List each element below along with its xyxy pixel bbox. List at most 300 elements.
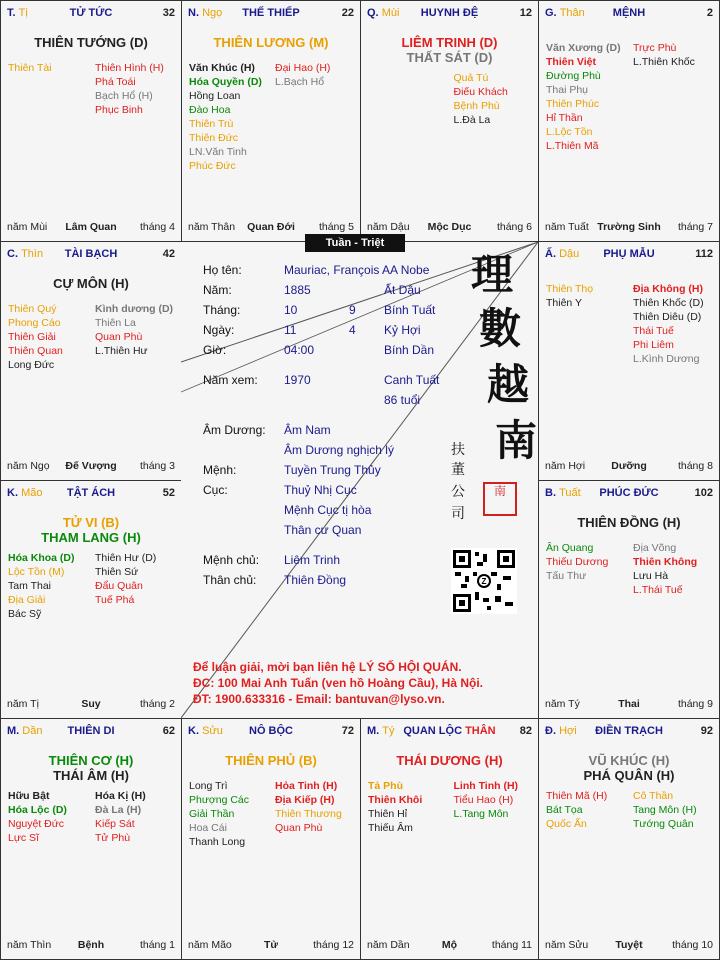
minor-star: Thiên Sứ [95,566,139,578]
gio-can-chi: Bính Dần [384,343,435,357]
minor-star: Thiên Không [633,556,698,568]
palace-footer [545,221,713,235]
minor-star: Phá Toái [95,76,136,88]
minor-star: Thiên Thọ [546,283,594,295]
palace-mui[interactable] [360,0,539,242]
main-star: THẤT SÁT (D) [406,50,493,65]
minor-star: Quan Phù [95,331,143,343]
palace-header [545,7,713,21]
minor-stars-right [633,541,697,597]
palace-chi: Thìn [21,248,44,260]
minor-star: Tử Phù [95,832,131,844]
minor-star: Long Đức [8,359,55,371]
palace-month: tháng 12 [313,939,354,951]
palace-header [7,725,175,739]
minor-star: Kình dương (D) [95,303,174,315]
minor-star: Hóa Quyền (D) [189,76,262,88]
palace-age: 22 [341,7,354,19]
palace-age: 12 [519,7,532,19]
palace-house: TÀI BẠCH [64,248,118,260]
palace-footer [188,939,354,953]
palace-house-name [545,7,713,19]
nam-value: 1885 [284,283,311,297]
minor-stars-right [275,61,330,89]
main-star: TỬ VI (B) [62,515,120,530]
minor-star: Hoa Cái [189,822,227,834]
nam-xem-can-chi: Canh Tuất [384,373,440,387]
palace-header [7,487,175,501]
minor-star: Hóa Kị (H) [95,790,146,802]
palace-footer [7,460,175,474]
minor-stars-left [546,282,593,310]
minor-star: L.Tang Môn [453,808,509,820]
svg-text:Z: Z [481,577,487,586]
palace-house-name [7,7,175,19]
menh-label: Mệnh: [203,463,237,477]
palace-age: 72 [341,725,354,737]
minor-star: Bác Sỹ [8,608,42,620]
cuc-value: Thuỷ Nhị Cục [284,483,357,497]
palace-ty[interactable] [360,718,539,960]
ngay-value: 11 [284,323,297,337]
am-duong-value: Âm Nam [284,423,331,437]
minor-star: Quốc Ấn [546,818,587,830]
palace-footer [7,221,175,235]
minor-star: Thiên Y [546,297,582,309]
main-star: PHÁ QUÂN (H) [583,768,675,783]
minor-star: Thiên Giải [8,331,56,343]
palace-year: năm Mão [188,939,232,951]
minor-star: Thiên Hỉ [368,808,408,820]
red-seal-stamp [483,482,517,516]
palace-can: M. [7,725,20,737]
palace-age: 112 [695,248,713,260]
palace-house-name [545,725,713,737]
minor-star: Địa Giải [8,594,46,606]
palace-month: tháng 1 [139,939,175,951]
palace-year: năm Hợi [545,460,586,472]
palace-house-name [367,725,532,737]
palace-chi: Tý [382,725,395,737]
palace-footer [7,698,175,712]
main-star: THIÊN CƠ (H) [48,753,134,768]
palace-dan[interactable] [0,718,182,960]
minor-star: Cô Thần [633,790,674,802]
minor-stars-left [368,779,422,835]
palace-chi: Ngọ [202,7,223,19]
minor-stars-left [546,41,621,153]
palace-chi: Hợi [559,725,577,737]
minor-stars-right [95,61,164,117]
palace-ti[interactable] [0,0,182,242]
minor-star: Long Trì [189,780,228,792]
minor-star: Bát Tọa [546,804,583,816]
minor-star: Thiên Tài [8,62,52,74]
palace-year: năm Tý [545,698,580,710]
minor-star: L.Thái Tuế [633,584,683,596]
ngay-label: Ngày: [203,323,235,337]
palace-can: T. [7,7,16,19]
palace-header [188,7,354,21]
palace-house: MỆNH [612,7,646,19]
thang-label: Tháng: [203,303,241,317]
palace-footer [188,221,354,235]
palace-truong-sinh: Tuyệt [615,939,643,951]
palace-age: 2 [706,7,713,19]
minor-star: Lực Sĩ [8,832,39,844]
palace-month: tháng 2 [139,698,175,710]
nam-xem-value: 1970 [284,373,311,387]
palace-month: tháng 10 [672,939,713,951]
palace-month: tháng 3 [139,460,175,472]
palace-house-name [545,487,713,499]
minor-star: Phong Cáo [8,317,61,329]
palace-footer [545,698,713,712]
palace-ngo[interactable] [181,0,361,242]
main-star: THÁI ÂM (H) [53,768,129,783]
minor-star: Thiên Diêu (D) [633,311,702,323]
palace-truong-sinh: Mộc Dục [427,221,472,233]
minor-star: Văn Xương (D) [546,42,621,54]
palace-footer [545,939,713,953]
palace-house-name [188,725,354,737]
palace-age: 52 [162,487,175,499]
minor-stars-right [95,551,156,607]
palace-year: năm Mùi [7,221,48,233]
palace-year: năm Tị [7,698,39,710]
minor-star: Lộc Tồn (M) [8,566,65,578]
minor-star: Thiên Việt [546,56,596,68]
gio-value: 04:00 [284,343,315,357]
minor-star: Phượng Các [189,794,250,806]
palace-age: 62 [162,725,175,737]
minor-stars-right [633,41,695,69]
minor-star: Quả Tú [453,72,489,84]
palace-house: QUAN LỘC [403,725,463,737]
palace-month: tháng 11 [491,939,532,951]
calligraphy-char-4: 南 [495,416,538,465]
contact-line-3: ĐT: 1900.633316 - Email: bantuvan@lyso.vn. [193,692,445,706]
minor-stars-right [633,789,697,831]
minor-star: Phúc Đức [189,160,236,172]
minor-star: Lưu Hà [633,570,669,582]
minor-star: Đà La (H) [95,804,142,816]
minor-star: Thiên Hư (D) [95,552,157,564]
minor-stars-left [8,551,75,621]
palace-header [545,725,713,739]
palace-month: tháng 8 [677,460,713,472]
minor-star: Địa Kiếp (H) [275,794,335,806]
palace-house: PHỤ MẪU [603,248,655,260]
cuc-value-3: Thân cư Quan [284,523,362,537]
minor-star: Tiểu Hao (H) [453,794,514,806]
minor-star: Thiên Quan [8,345,63,357]
calligraphy-char-1: 理 [471,250,514,299]
minor-star: Địa Võng [633,542,677,554]
minor-star: Hóa Lộc (D) [8,804,67,816]
palace-than-marker: THÂN [465,725,496,737]
palace-header [367,725,532,739]
palace-hoi[interactable] [538,718,720,960]
palace-year: năm Thìn [7,939,52,951]
palace-can: K. [188,725,199,737]
main-star: THAM LANG (H) [41,530,141,545]
palace-header [367,7,532,21]
minor-star: Thiên Mã (H) [546,790,608,802]
minor-star: Thiên Đức [189,132,239,144]
palace-truong-sinh: Dưỡng [611,460,647,472]
than-chu-label: Thân chủ: [203,573,257,587]
palace-footer [367,939,532,953]
tuoi-value: 86 tuổi [384,393,421,407]
minor-star: LN.Văn Tinh [189,146,247,158]
contact-line-1: Để luận giải, mời bạn liên hệ LÝ SỐ HỘI QUÁN. [193,660,462,674]
nam-can-chi: Ất Dậu [384,283,421,297]
minor-star: Thai Phụ [546,84,589,96]
minor-star: Đẩu Quân [95,580,143,592]
main-star: THIÊN LƯƠNG (M) [213,35,329,50]
calligraphy-small-1: 扶 [451,442,465,458]
palace-chi: Mùi [381,7,400,19]
palace-year: năm Tuất [545,221,589,233]
palace-can: C. [7,248,18,260]
palace-age: 92 [700,725,713,737]
palace-can: Đ. [545,725,556,737]
minor-stars-right [95,789,146,845]
nam-xem-label: Năm xem: [203,373,258,387]
calligraphy-small-4: 司 [451,506,465,522]
minor-stars-left [8,302,63,372]
palace-age: 102 [694,487,713,499]
palace-truong-sinh: Đế Vượng [65,460,117,472]
palace-age: 82 [519,725,532,737]
palace-mao[interactable] [0,480,182,719]
palace-truong-sinh: Suy [81,698,101,710]
minor-star: Trực Phù [633,42,677,54]
minor-star: Hồng Loan [189,90,241,102]
palace-header [545,487,713,501]
calligraphy-char-2: 數 [479,304,522,353]
center-info-panel [181,242,538,718]
palace-month: tháng 7 [677,221,713,233]
minor-star: Thái Tuế [633,325,674,337]
palace-than[interactable] [538,0,720,242]
palace-can: Ấ. [545,248,556,260]
palace-year: năm Dậu [367,221,410,233]
palace-footer [7,939,175,953]
palace-year: năm Ngọ [7,460,50,472]
minor-star: L.Thiên Khốc [633,56,695,68]
palace-age: 42 [162,248,175,260]
palace-header [188,725,354,739]
minor-star: Tấu Thư [546,570,587,582]
minor-star: Tang Môn (H) [633,804,697,816]
minor-stars-right [95,302,173,358]
palace-chi: Dần [22,725,43,737]
palace-house: THIÊN DI [67,725,115,737]
minor-star: Tướng Quân [633,818,694,830]
minor-star: Hỏa Tinh (H) [275,780,338,792]
palace-year: năm Sửu [545,939,589,951]
minor-star: L.Kình Dương [633,353,700,365]
minor-stars-left [8,789,67,845]
palace-house-name [545,248,713,260]
palace-suu[interactable] [181,718,361,960]
minor-star: Bệnh Phù [453,100,500,112]
minor-star: L.Bạch Hổ [275,76,325,88]
thang-value: 10 [284,303,298,317]
minor-stars-right [275,779,342,835]
palace-can: G. [545,7,557,19]
palace-can: K. [7,487,18,499]
minor-star: Linh Tinh (H) [453,780,519,792]
minor-star: Văn Khúc (H) [189,62,255,74]
palace-month: tháng 9 [677,698,713,710]
minor-star: Thiên Thương [275,808,342,820]
palace-chi: Tị [18,7,28,19]
palace-house: NÔ BỘC [249,725,293,737]
main-star: THIÊN PHỦ (B) [225,753,317,768]
palace-month: tháng 6 [496,221,532,233]
palace-can: B. [545,487,556,499]
palace-can: M. [367,725,380,737]
minor-star: Điếu Khách [453,86,508,98]
palace-tuat[interactable] [538,480,720,719]
minor-star: Thiên Phúc [546,98,600,110]
palace-header [7,7,175,21]
palace-dau[interactable] [538,241,720,481]
minor-star: Tuế Phá [95,594,135,606]
palace-chi: Mão [21,487,43,499]
palace-chi: Tuất [559,487,581,499]
am-duong-label: Âm Dương: [203,423,266,437]
thang-can-chi: Bính Tuất [384,303,436,317]
minor-star: Hữu Bật [8,790,50,802]
palace-can: Q. [367,7,379,19]
palace-truong-sinh: Mộ [441,939,458,951]
minor-star: Hỉ Thần [546,112,583,124]
cuc-value-2: Mệnh Cục tị hòa [284,503,372,517]
minor-star: Đường Phù [546,70,601,82]
minor-star: Thiên Trù [189,118,234,130]
palace-chi: Sửu [202,725,223,737]
calligraphy-char-3: 越 [487,360,530,409]
menh-chu-label: Mệnh chủ: [203,553,260,567]
minor-stars-right [454,71,508,127]
calligraphy-small-2: 董 [451,462,465,478]
palace-truong-sinh: Tử [263,939,279,951]
seal-text: 南 [493,484,506,498]
minor-star: Phục Binh [95,104,143,116]
main-star: VŨ KHÚC (H) [588,753,670,768]
ngay-am: 4 [349,323,356,337]
minor-star: Địa Không (H) [633,283,703,295]
minor-star: Thiên Quý [8,303,57,315]
minor-star: Nguyệt Đức [8,818,65,830]
calligraphy-small-3: 公 [451,484,465,500]
palace-header [7,248,175,262]
palace-month: tháng 5 [318,221,354,233]
menh-chu-value: Liêm Trinh [284,553,341,567]
minor-star: Ân Quang [546,542,594,554]
main-star: THIÊN ĐỒNG (H) [577,515,681,530]
minor-star: Tam Thai [8,580,51,592]
minor-star: Kiếp Sát [95,818,135,830]
minor-star: Quan Phù [275,822,323,834]
palace-truong-sinh: Bệnh [77,939,105,951]
palace-year: năm Dần [367,939,410,951]
minor-stars-left [189,61,262,173]
minor-star: Thiên La [95,317,136,329]
minor-stars-right [633,282,704,366]
minor-stars-left [189,779,249,849]
palace-truong-sinh: Thai [618,698,640,710]
palace-house-name [367,7,532,19]
palace-truong-sinh: Lâm Quan [65,221,117,233]
main-star: CỰ MÔN (H) [53,276,129,291]
minor-star: L.Thiên Mã [546,140,599,152]
qr-code-icon[interactable] [451,548,517,614]
am-duong-value-2: Âm Dương nghịch lý [284,443,394,457]
nam-label: Năm: [203,283,232,297]
minor-star: Hóa Khoa (D) [8,552,75,564]
palace-house: THẾ THIẾP [242,7,300,19]
minor-star: Thiếu Dương [546,556,609,568]
palace-year: năm Thân [188,221,236,233]
minor-star: L.Đà La [453,114,491,126]
ho-ten-value: Mauriac, François AA Nobe [284,263,430,277]
tuan-triet-badge: Tuần - Triệt [305,234,405,252]
gio-label: Giờ: [203,343,227,357]
minor-star: Thanh Long [189,836,246,848]
main-star: THÁI DƯƠNG (H) [396,753,503,768]
minor-star: Bạch Hổ (H) [95,90,153,102]
palace-truong-sinh: Trường Sinh [597,221,661,233]
palace-can: N. [188,7,199,19]
minor-stars-right [454,779,519,821]
minor-star: Giải Thần [189,808,235,820]
palace-house: TẬT ÁCH [66,487,116,499]
palace-truong-sinh: Quan Đới [247,221,295,233]
palace-house: TỬ TỨC [69,7,113,19]
menh-value: Tuyền Trung Thủy [284,463,381,477]
palace-house: ĐIỀN TRẠCH [595,725,663,737]
palace-month: tháng 4 [139,221,175,233]
palace-footer [545,460,713,474]
minor-star: Thiên Hình (H) [95,62,164,74]
palace-house-name [188,7,354,19]
palace-chi: Thân [559,7,585,19]
palace-thin[interactable] [0,241,182,481]
minor-star: Thiên Khốc (D) [633,297,704,309]
minor-star: Thiên Khôi [368,794,423,806]
minor-star: Phi Liêm [633,339,674,351]
ngay-can-chi: Kỷ Hợi [384,323,421,337]
cuc-label: Cục: [203,483,228,497]
thang-am: 9 [349,303,356,317]
contact-line-2: ĐC: 100 Mai Anh Tuấn (ven hồ Hoàng Cầu), Hà Nội. [193,676,484,690]
than-chu-value: Thiên Đồng [284,573,347,587]
main-star: LIÊM TRINH (D) [401,35,498,50]
palace-house: PHÚC ĐỨC [599,487,659,499]
minor-star: L.Thiên Hư [95,345,148,357]
minor-star: Đào Hoa [189,104,231,116]
palace-age: 32 [162,7,175,19]
ho-ten-label: Họ tên: [203,263,242,277]
minor-star: Thiếu Âm [368,822,413,834]
palace-house-name [7,725,175,737]
minor-star: Tả Phù [368,780,404,792]
